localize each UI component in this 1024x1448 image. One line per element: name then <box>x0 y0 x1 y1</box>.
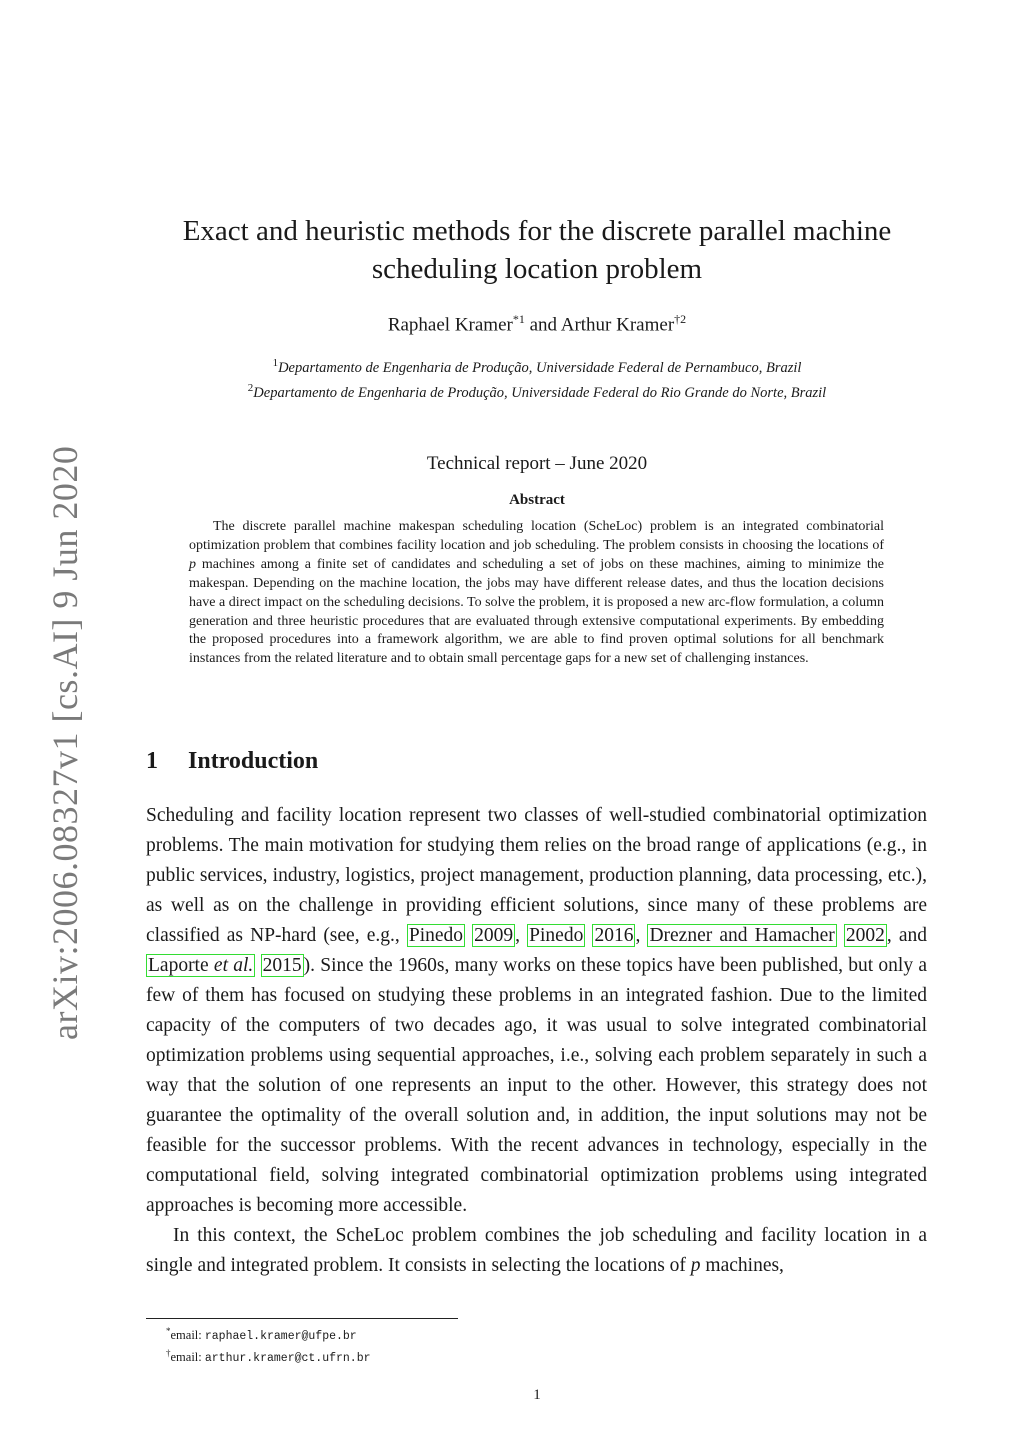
citation-separator: , and <box>886 925 928 946</box>
citation-link[interactable]: Pinedo <box>408 925 464 946</box>
citation-link[interactable]: 2016 <box>594 925 634 946</box>
author-marks: *1 <box>512 312 525 326</box>
paragraph-text: Scheduling and facility location represent two classes of well-studied combinatorial optimization problems. The main motivation for studying them relies on the broad range of applications (e.g., in public services, industry, logistics, project management, production planning, data processing, etc.), as well as on the challenge in providing efficient solutions, since many of these problems are classified as NP-hard (see, e.g., <box>146 805 927 946</box>
abstract-text: machines among a finite set of candidates and scheduling a set of jobs on these machines, aiming to minimize the makespan. Depending on the machine location, the jobs may have different release dates, and thus the location decisions have a direct impact on the scheduling decisions. To solve the problem, it is proposed a new arc-flow formulation, a column generation and three heuristic procedures that are evaluated through extensive computational experiments. By embedding the proposed procedures into a framework algorithm, we are able to find proven optimal solutions for all benchmark instances from the related literature and to obtain small percentage gaps for a new set of challenging instances. <box>189 556 884 667</box>
footnote-divider <box>146 1318 458 1319</box>
author-name: Raphael Kramer <box>387 314 513 336</box>
title-line-2: scheduling location problem <box>371 253 703 285</box>
paper-title <box>140 212 934 288</box>
footnotes <box>166 1323 371 1367</box>
math-variable: p <box>189 556 196 572</box>
citation-author: Laporte <box>148 955 209 976</box>
author-connector: and <box>524 314 561 336</box>
footnote-label: email: <box>170 1328 205 1343</box>
affiliation-text: Departamento de Engenharia de Produção, Universidade Federal de Pernambuco, Brazil <box>278 359 802 376</box>
arxiv-identifier-stamp: arXiv:2006.08327v1 [cs.AI] 9 Jun 2020 <box>45 445 85 1040</box>
footnote <box>166 1345 371 1367</box>
footnote-mark: † <box>166 1348 171 1359</box>
footnote-label: email: <box>170 1350 205 1365</box>
paragraph-text: ). Since the 1960s, many works on these topics have been published, but only a few of them has focused on studying these problems in an integrated fashion. Due to the limited capacity of the computers of two decades ago, it was usual to solve integrated combinatorial optimization problems using sequential approaches, i.e., solving each problem separately in such a way that the solution of one represents an input to the other. However, this strategy does not guarantee the optimality of the overall solution and, in addition, the input solutions may not be feasible for the successor problems. With the recent advances in technology, especially in the computational field, solving integrated combinatorial optimization problems using integrated approaches is becoming more accessible. <box>146 955 928 1216</box>
author-marks: †2 <box>674 312 687 326</box>
section-title: Introduction <box>188 748 319 774</box>
page-number: 1 <box>533 1387 541 1403</box>
abstract-body <box>189 518 884 669</box>
citation-link[interactable]: Drezner and Hamacher <box>649 925 835 946</box>
introduction-body <box>146 801 927 1281</box>
footnote <box>166 1323 371 1345</box>
citation-etal: et al. <box>213 955 254 976</box>
citation-separator: , <box>515 925 528 946</box>
paragraph <box>146 801 927 1221</box>
report-date: Technical report – June 2020 <box>426 453 648 474</box>
citation-link[interactable] <box>146 954 255 977</box>
affiliation-text: Departamento de Engenharia de Produção, Universidade Federal do Rio Grande do Norte, Brazil <box>253 384 827 401</box>
author-list <box>140 312 934 336</box>
title-line-1: Exact and heuristic methods for the discrete parallel machine <box>182 215 892 247</box>
citation-link[interactable]: 2015 <box>262 955 302 976</box>
paragraph <box>146 1221 927 1281</box>
abstract-text: The discrete parallel machine makespan scheduling location (ScheLoc) problem is an integrated combinatorial optimization problem that combines facility location and job scheduling. The problem consists in choosing the locations of <box>189 519 884 553</box>
footnote-email: raphael.kramer@ufpe.br <box>204 1330 357 1344</box>
author-name: Arthur Kramer <box>560 314 675 336</box>
abstract-heading: Abstract <box>509 492 565 508</box>
affiliation-number: 1 <box>272 357 279 369</box>
section-heading <box>146 748 318 775</box>
affiliation <box>120 382 954 402</box>
affiliation <box>120 357 954 377</box>
citation-separator: , <box>635 925 648 946</box>
citation-link[interactable]: Pinedo <box>529 925 584 946</box>
paragraph-text: machines, <box>700 1255 784 1276</box>
footnote-mark: * <box>166 1326 171 1336</box>
affiliation-number: 2 <box>247 382 254 394</box>
math-variable: p <box>690 1255 701 1276</box>
paragraph-text: In this context, the ScheLoc problem combines the job scheduling and facility location in a single and integrated problem. It consists in selecting the locations of <box>146 1225 927 1276</box>
section-number: 1 <box>146 748 158 774</box>
footnote-email: arthur.kramer@ct.ufrn.br <box>204 1352 371 1366</box>
citation-link[interactable]: 2009 <box>474 925 514 946</box>
citation-link[interactable]: 2002 <box>845 925 885 946</box>
